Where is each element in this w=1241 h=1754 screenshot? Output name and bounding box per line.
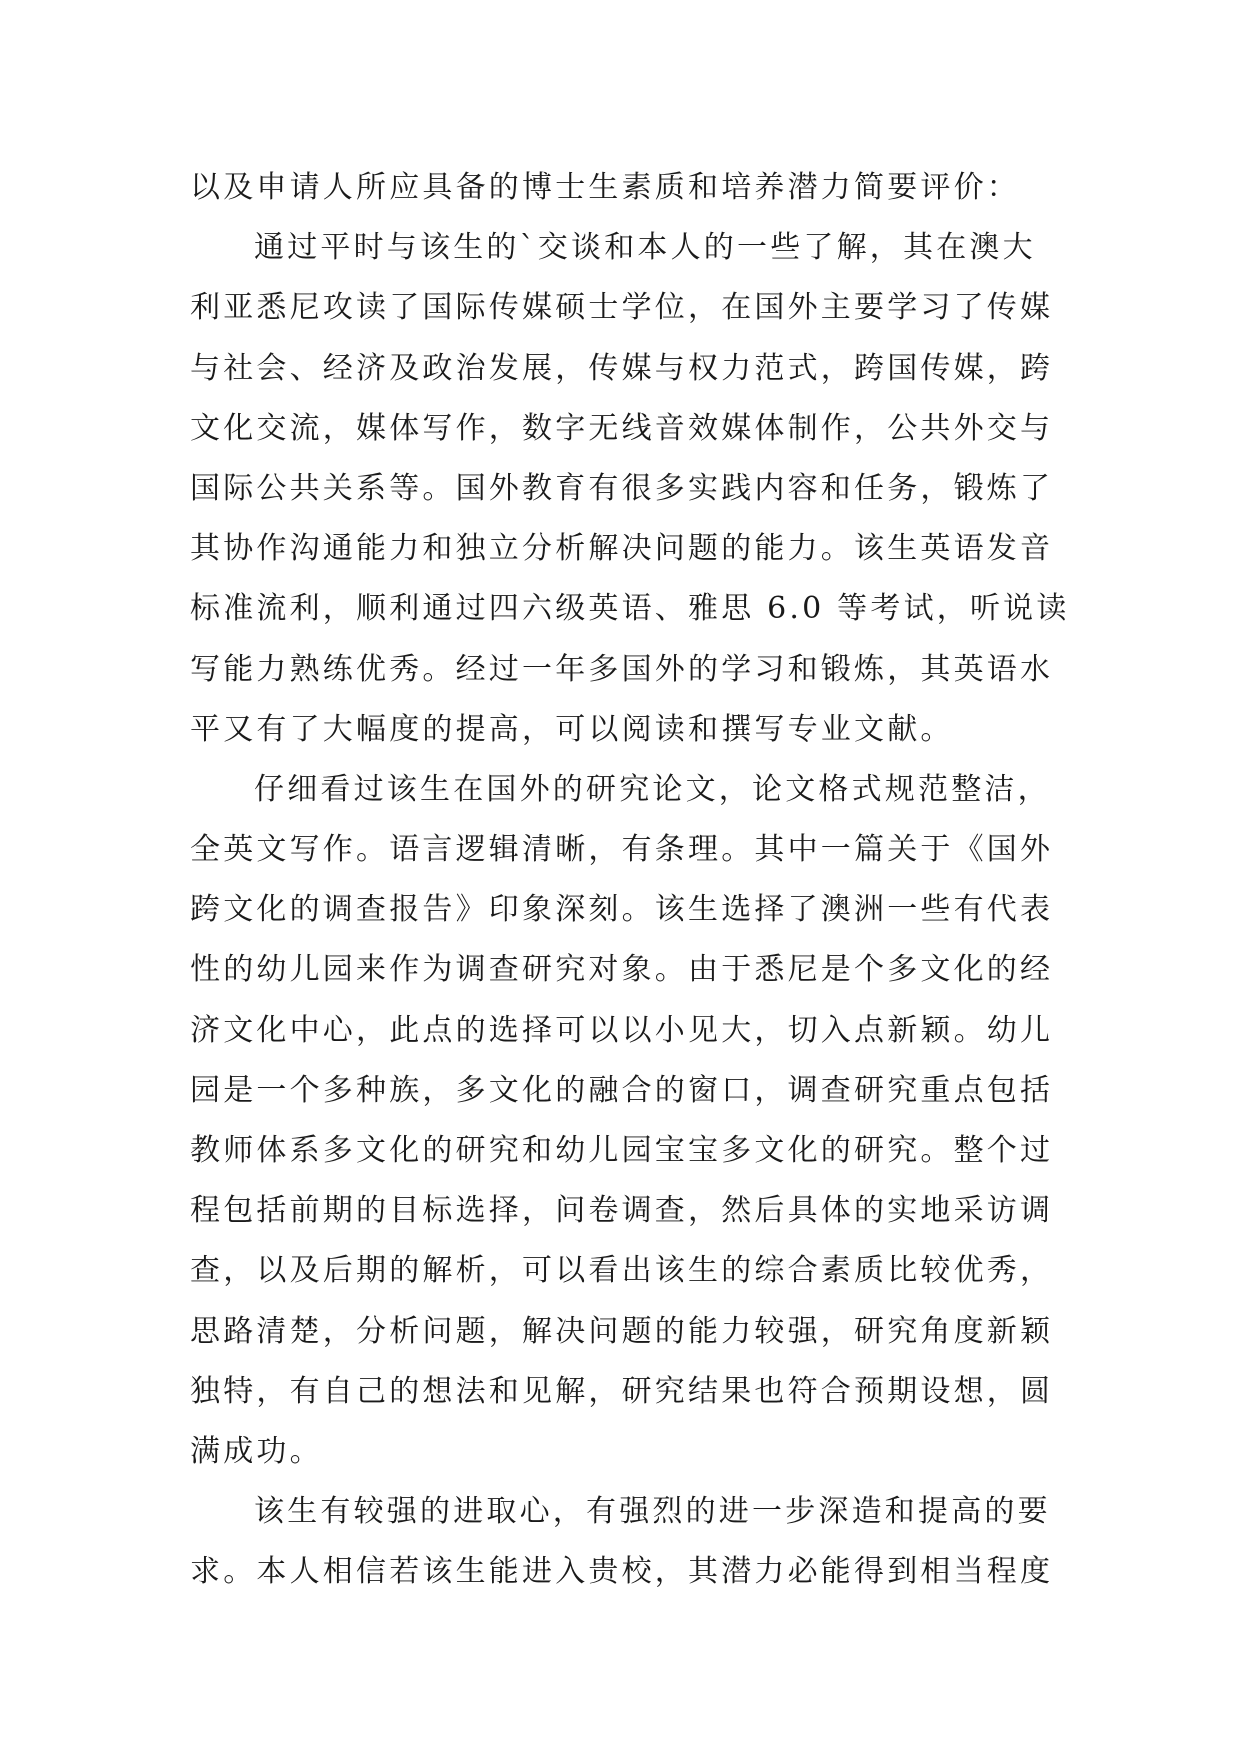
text-line: 国际公共关系等。国外教育有很多实践内容和任务，锻炼了 bbox=[190, 470, 1054, 506]
paragraph-first-line: 该生有较强的进取心，有强烈的进一步深造和提高的要 bbox=[254, 1494, 1051, 1530]
text-line: 以及申请人所应具备的博士生素质和培养潜力简要评价： bbox=[190, 170, 1020, 205]
text-line: 查，以及后期的解析，可以看出该生的综合素质比较优秀， bbox=[190, 1253, 1054, 1289]
document-page bbox=[190, 158, 1070, 1603]
text-line: 园是一个多种族，多文化的融合的窗口，调查研究重点包括 bbox=[190, 1072, 1054, 1108]
text-line: 满成功。 bbox=[190, 1433, 323, 1469]
text-line: 济文化中心，此点的选择可以以小见大，切入点新颖。幼儿 bbox=[190, 1012, 1054, 1048]
text-line: 教师体系多文化的研究和幼儿园宝宝多文化的研究。整个过 bbox=[190, 1133, 1054, 1168]
text-line: 全英文写作。语言逻辑清晰，有条理。其中一篇关于《国外 bbox=[190, 832, 1054, 868]
text-line: 程包括前期的目标选择，问卷调查，然后具体的实地采访调 bbox=[190, 1193, 1054, 1229]
text-line: 思路清楚，分析问题，解决问题的能力较强，研究角度新颖 bbox=[190, 1313, 1054, 1349]
text-line: 其协作沟通能力和独立分析解决问题的能力。该生英语发音 bbox=[190, 531, 1054, 567]
text-line: 文化交流，媒体写作，数字无线音效媒体制作，公共外交与 bbox=[190, 410, 1054, 446]
text-line: 求。本人相信若该生能进入贵校，其潜力必能得到相当程度 bbox=[190, 1554, 1054, 1590]
text-line: 与社会、经济及政治发展，传媒与权力范式，跨国传媒，跨 bbox=[190, 350, 1054, 386]
text-line: 利亚悉尼攻读了国际传媒硕士学位，在国外主要学习了传媒 bbox=[190, 290, 1054, 326]
text-line: 性的幼儿园来作为调查研究对象。由于悉尼是个多文化的经 bbox=[190, 952, 1054, 988]
paragraph-first-line: 通过平时与该生的`交谈和本人的一些了解，其在澳大 bbox=[254, 230, 1036, 266]
paragraph-first-line: 仔细看过该生在国外的研究论文，论文格式规范整洁， bbox=[254, 771, 1051, 807]
text-line: 平又有了大幅度的提高，可以阅读和撰写专业文献。 bbox=[190, 711, 954, 747]
text-line: 跨文化的调查报告》印象深刻。该生选择了澳洲一些有代表 bbox=[190, 892, 1054, 928]
text-line: 写能力熟练优秀。经过一年多国外的学习和锻炼，其英语水 bbox=[190, 651, 1054, 687]
text-line: 标准流利，顺利通过四六级英语、雅思 6.0 等考试，听说读 bbox=[190, 591, 1070, 627]
text-line: 独特，有自己的想法和见解，研究结果也符合预期设想，圆 bbox=[190, 1373, 1054, 1409]
